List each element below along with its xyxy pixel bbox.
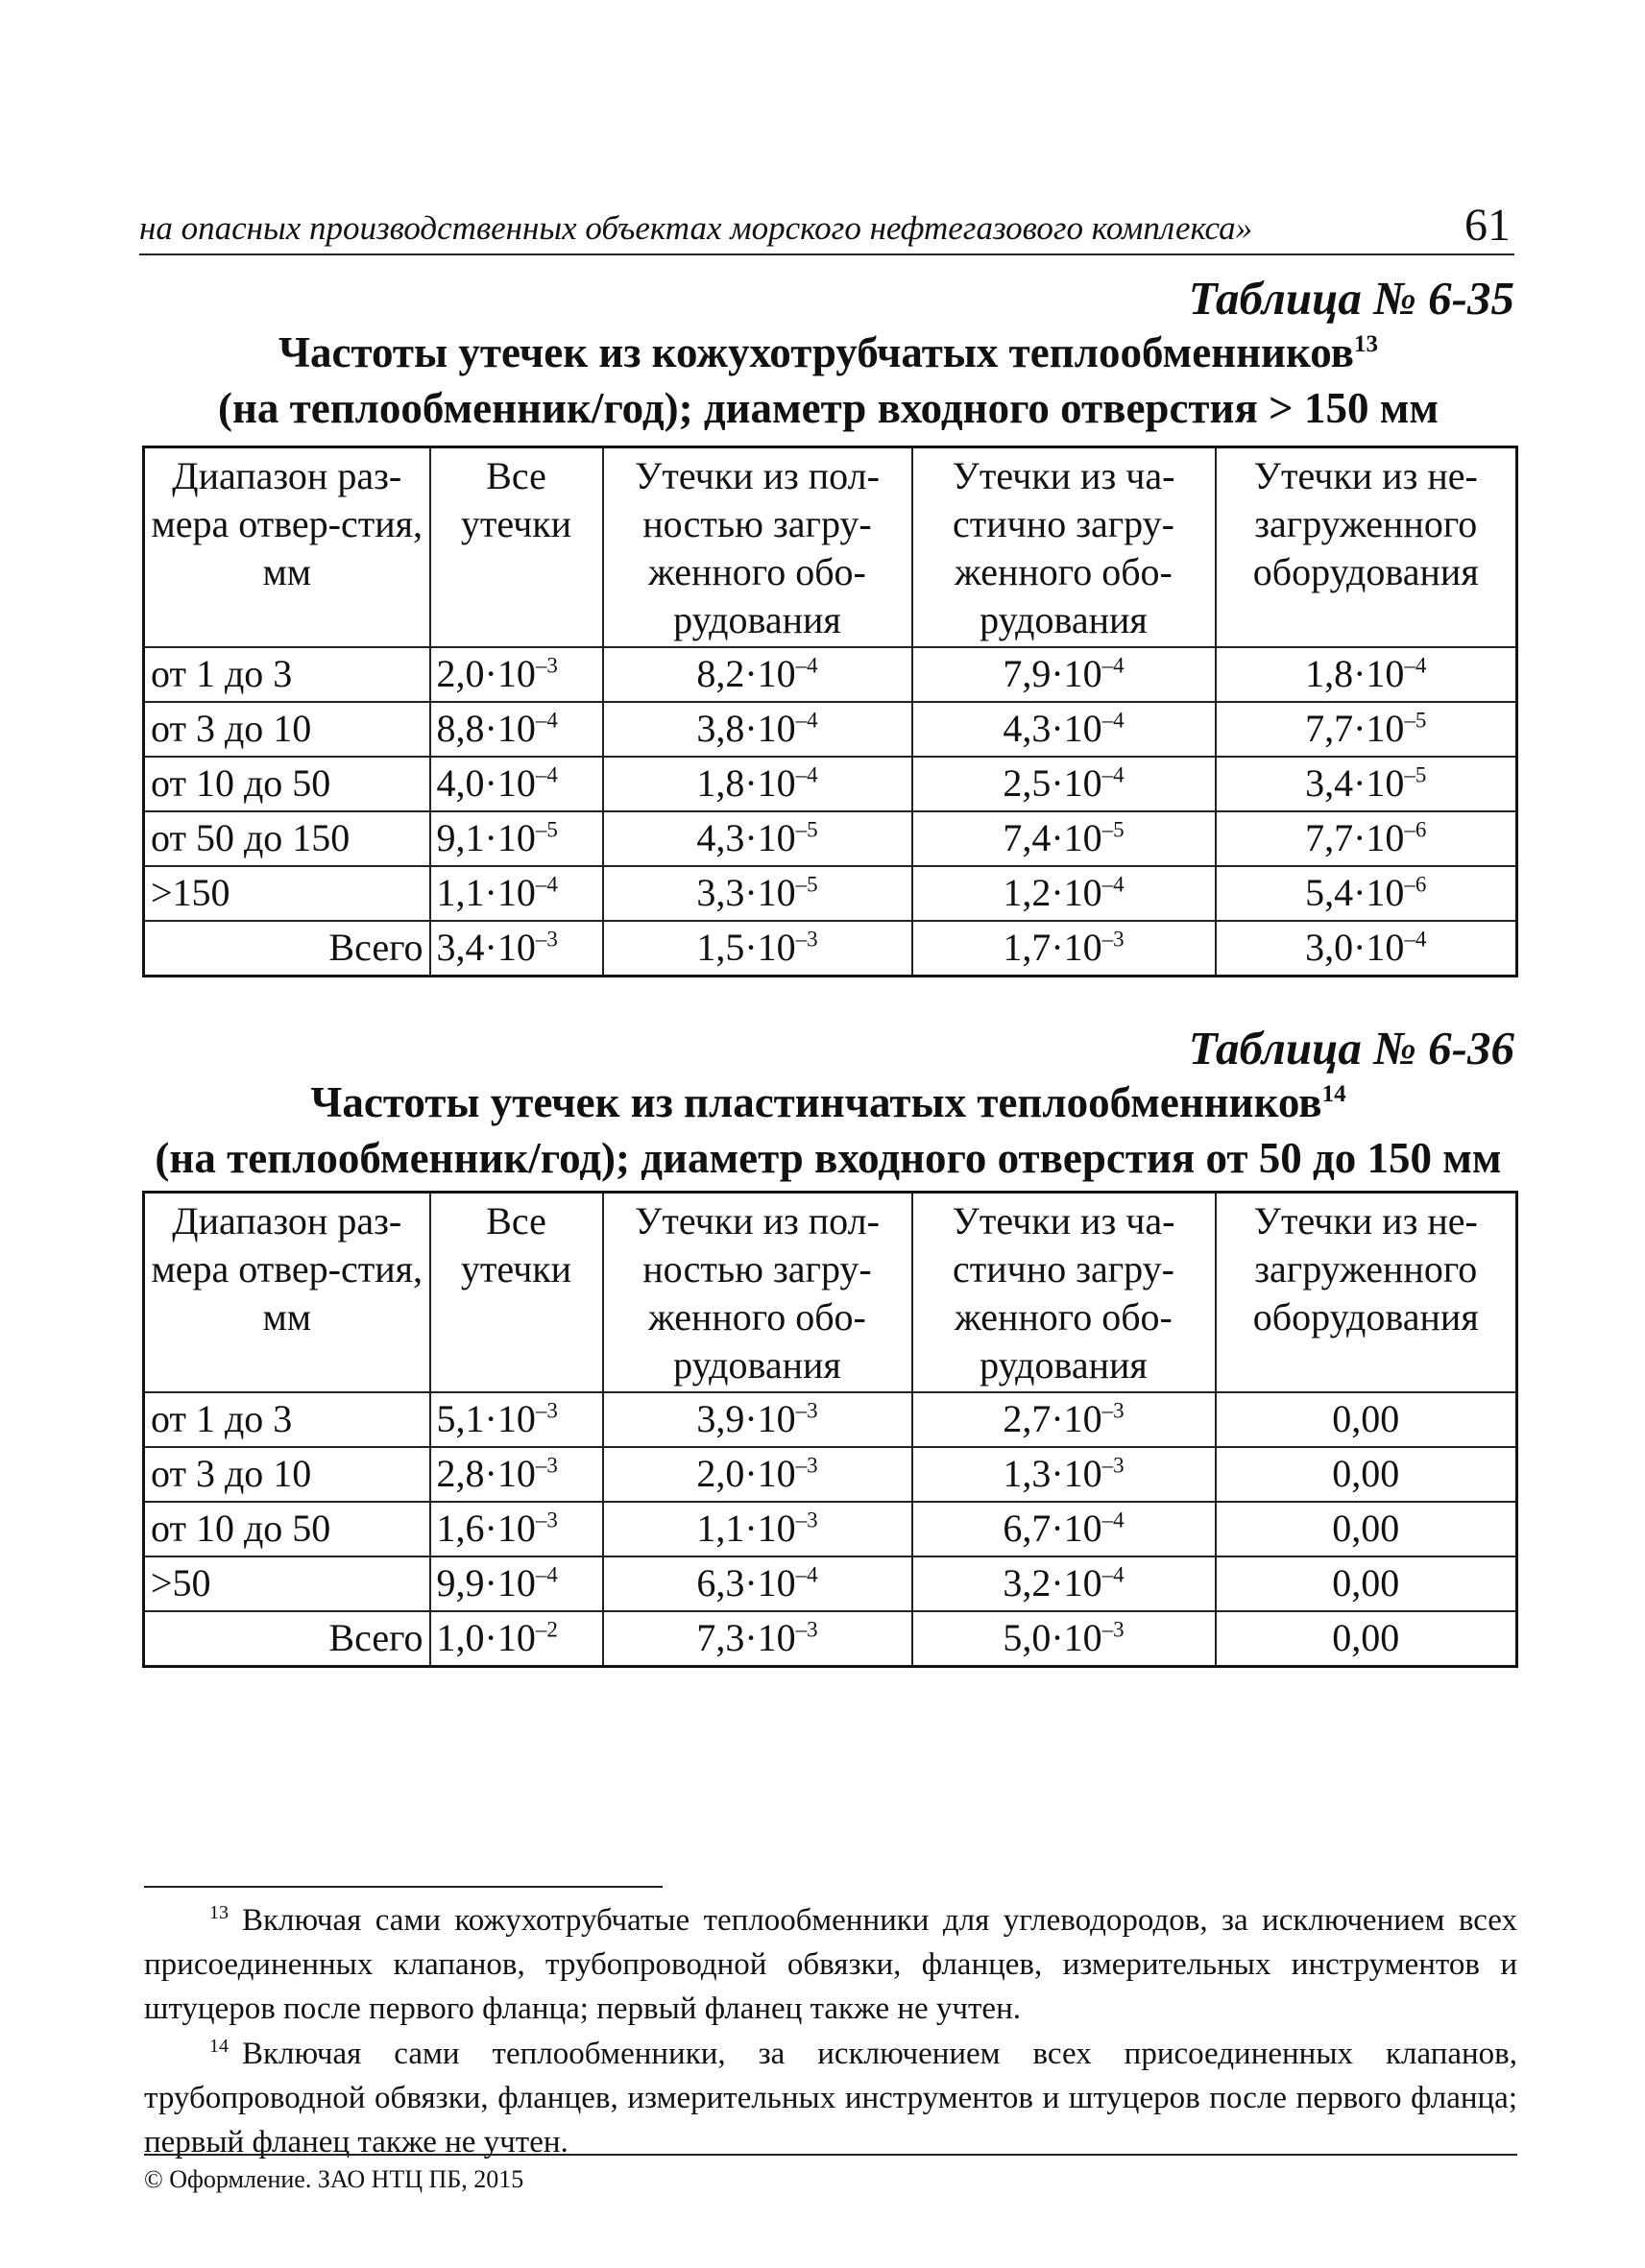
table1-number: Таблица № 6-35 (1188, 272, 1514, 325)
table1-value-cell: $9,1\cdot 10^{-5}$ (430, 811, 603, 866)
table2-value-cell: $1,3\cdot 10^{-3}$ (912, 1447, 1216, 1502)
table2-value-cell: $2,7\cdot 10^{-3}$ (912, 1392, 1216, 1447)
table1-title-line2: (на теплообменник/год); диаметр входного отверстия > 150 мм (217, 384, 1439, 432)
footnote-14-mark: 14 (209, 2036, 229, 2057)
table1-row (144, 866, 1517, 921)
table2-header-full: Утечки из пол-ностью загру-женного обо-рудования (603, 1193, 912, 1392)
table1-value-cell: $3,4\cdot 10^{-5}$ (1216, 757, 1517, 811)
table2 (142, 1191, 1518, 1668)
table1-value-cell: $3,3\cdot 10^{-5}$ (603, 866, 912, 921)
table1-value-cell: $1,1\cdot 10^{-4}$ (430, 866, 603, 921)
table2-number: Таблица № 6-36 (1188, 1022, 1514, 1074)
footnote-13-mark: 13 (209, 1902, 229, 1923)
table2-value-cell: $1,1\cdot 10^{-3}$ (603, 1502, 912, 1556)
table2-row (144, 1556, 1517, 1611)
table1-row (144, 811, 1517, 866)
table1-value-cell: $1,7\cdot 10^{-3}$ (912, 921, 1216, 977)
table2-value-cell: $7,3\cdot 10^{-3}$ (603, 1611, 912, 1667)
running-header (139, 188, 1514, 255)
table2-value-cell: $3,2\cdot 10^{-4}$ (912, 1556, 1216, 1611)
table1-value-cell: $4,0\cdot 10^{-4}$ (430, 757, 603, 811)
table2-header-all: Все утечки (430, 1193, 603, 1392)
table1-row (144, 757, 1517, 811)
table2-value-cell: $9,9\cdot 10^{-4}$ (430, 1556, 603, 1611)
table1-value-cell: $4,3\cdot 10^{-5}$ (603, 811, 912, 866)
table1-header-row (144, 447, 1517, 647)
table1-header-all: Все утечки (430, 447, 603, 647)
table1-value-cell: $7,4\cdot 10^{-5}$ (912, 811, 1216, 866)
table1-value-cell: $7,9\cdot 10^{-4}$ (912, 647, 1216, 702)
table2-row (144, 1611, 1517, 1667)
table2-value-cell: $3,9\cdot 10^{-3}$ (603, 1392, 912, 1447)
table1-footnote-ref: 13 (1353, 331, 1378, 357)
table2-range-cell: от 3 до 10 (144, 1447, 430, 1502)
footnote-13-text: Включая сами кожухотрубчатые теплообменники для углеводородов, за исключением всех присоединенных клапанов, трубопроводной обвязки, фланцев, измерительных инструментов и штуцеров после первого фланца; первый фланец также не учтен. (144, 1903, 1517, 2026)
table1-value-cell: $1,8\cdot 10^{-4}$ (603, 757, 912, 811)
table1-title-line1: Частоты утечек из кожухотрубчатых теплообменников$^{13}$ (278, 328, 1378, 376)
running-header-text: на опасных производственных объектах морского нефтегазового комплекса» (139, 209, 1253, 247)
table1-value-cell: $4,3\cdot 10^{-4}$ (912, 702, 1216, 757)
table1-value-cell: $7,7\cdot 10^{-5}$ (1216, 702, 1517, 757)
table1-row (144, 702, 1517, 757)
bottom-separator (144, 2154, 1517, 2156)
table1-range-cell: от 10 до 50 (144, 757, 430, 811)
table2-value-cell: 0,00 (1216, 1392, 1517, 1447)
table2-range-cell: Всего (144, 1611, 430, 1667)
table2-value-cell: $1,6\cdot 10^{-3}$ (430, 1502, 603, 1556)
table1-value-cell: $5,4\cdot 10^{-6}$ (1216, 866, 1517, 921)
table1-range-cell: от 50 до 150 (144, 811, 430, 866)
table1-header-range: Диапазон раз-мера отвер-стия, мм (144, 447, 430, 647)
table2-value-cell: 0,00 (1216, 1502, 1517, 1556)
table2-header-range: Диапазон раз-мера отвер-стия, мм (144, 1193, 430, 1392)
table2-title-line1: Частоты утечек из пластинчатых теплообменников$^{14}$ (310, 1078, 1346, 1126)
table1 (142, 446, 1518, 977)
table2-header-row (144, 1193, 1517, 1392)
table2-range-cell: >50 (144, 1556, 430, 1611)
table2-value-cell: $2,0\cdot 10^{-3}$ (603, 1447, 912, 1502)
table2-value-cell: $6,7\cdot 10^{-4}$ (912, 1502, 1216, 1556)
table1-header-full: Утечки из пол-ностью загру-женного обо-рудования (603, 447, 912, 647)
table1-range-cell: >150 (144, 866, 430, 921)
table1-value-cell: $2,0\cdot 10^{-3}$ (430, 647, 603, 702)
table1-row (144, 647, 1517, 702)
table1-range-cell: от 3 до 10 (144, 702, 430, 757)
table1-value-cell: $1,5\cdot 10^{-3}$ (603, 921, 912, 977)
table1-value-cell: $7,7\cdot 10^{-6}$ (1216, 811, 1517, 866)
table2-value-cell: $2,8\cdot 10^{-3}$ (430, 1447, 603, 1502)
table2-value-cell: $5,0\cdot 10^{-3}$ (912, 1611, 1216, 1667)
table2-row (144, 1392, 1517, 1447)
table2-range-cell: от 1 до 3 (144, 1392, 430, 1447)
table1-range-cell: от 1 до 3 (144, 647, 430, 702)
footnote-14 (144, 2032, 1517, 2164)
footnote-14-text: Включая сами теплообменники, за исключением всех присоединенных клапанов, трубопроводной обвязки, фланцев, измерительных инструментов и штуцеров после первого фланца; первый фланец также не учтен. (144, 2037, 1517, 2159)
table1-row (144, 921, 1517, 977)
table2-footnote-ref: 14 (1321, 1081, 1346, 1107)
table2-value-cell: 0,00 (1216, 1447, 1517, 1502)
table1-value-cell: $1,8\cdot 10^{-4}$ (1216, 647, 1517, 702)
copyright: © Оформление. ЗАО НТЦ ПБ, 2015 (144, 2165, 524, 2193)
table1-value-cell: $3,8\cdot 10^{-4}$ (603, 702, 912, 757)
table2-header-unloaded: Утечки из не-загруженного оборудования (1216, 1193, 1517, 1392)
table2-value-cell: 0,00 (1216, 1556, 1517, 1611)
table2-value-cell: $1,0\cdot 10^{-2}$ (430, 1611, 603, 1667)
table2-header-partial: Утечки из ча-стично загру-женного обо-рудования (912, 1193, 1216, 1392)
table2-range-cell: от 10 до 50 (144, 1502, 430, 1556)
table1-header-partial: Утечки из ча-стично загру-женного обо-рудования (912, 447, 1216, 647)
footnote-separator (144, 1886, 663, 1888)
table1-range-cell: Всего (144, 921, 430, 977)
table1-value-cell: $2,5\cdot 10^{-4}$ (912, 757, 1216, 811)
page-number: 61 (1464, 200, 1511, 251)
table1-value-cell: $1,2\cdot 10^{-4}$ (912, 866, 1216, 921)
table2-value-cell: $6,3\cdot 10^{-4}$ (603, 1556, 912, 1611)
table1-header-unloaded: Утечки из не-загруженного оборудования (1216, 447, 1517, 647)
table2-row (144, 1447, 1517, 1502)
table2-title-line2: (на теплообменник/год); диаметр входного отверстия от 50 до 150 мм (155, 1134, 1502, 1182)
table1-value-cell: $8,2\cdot 10^{-4}$ (603, 647, 912, 702)
table2-value-cell: $5,1\cdot 10^{-3}$ (430, 1392, 603, 1447)
table2-row (144, 1502, 1517, 1556)
table2-value-cell: 0,00 (1216, 1611, 1517, 1667)
table1-value-cell: $8,8\cdot 10^{-4}$ (430, 702, 603, 757)
table1-value-cell: $3,4\cdot 10^{-3}$ (430, 921, 603, 977)
table1-value-cell: $3,0\cdot 10^{-4}$ (1216, 921, 1517, 977)
footnote-13 (144, 1898, 1517, 2031)
